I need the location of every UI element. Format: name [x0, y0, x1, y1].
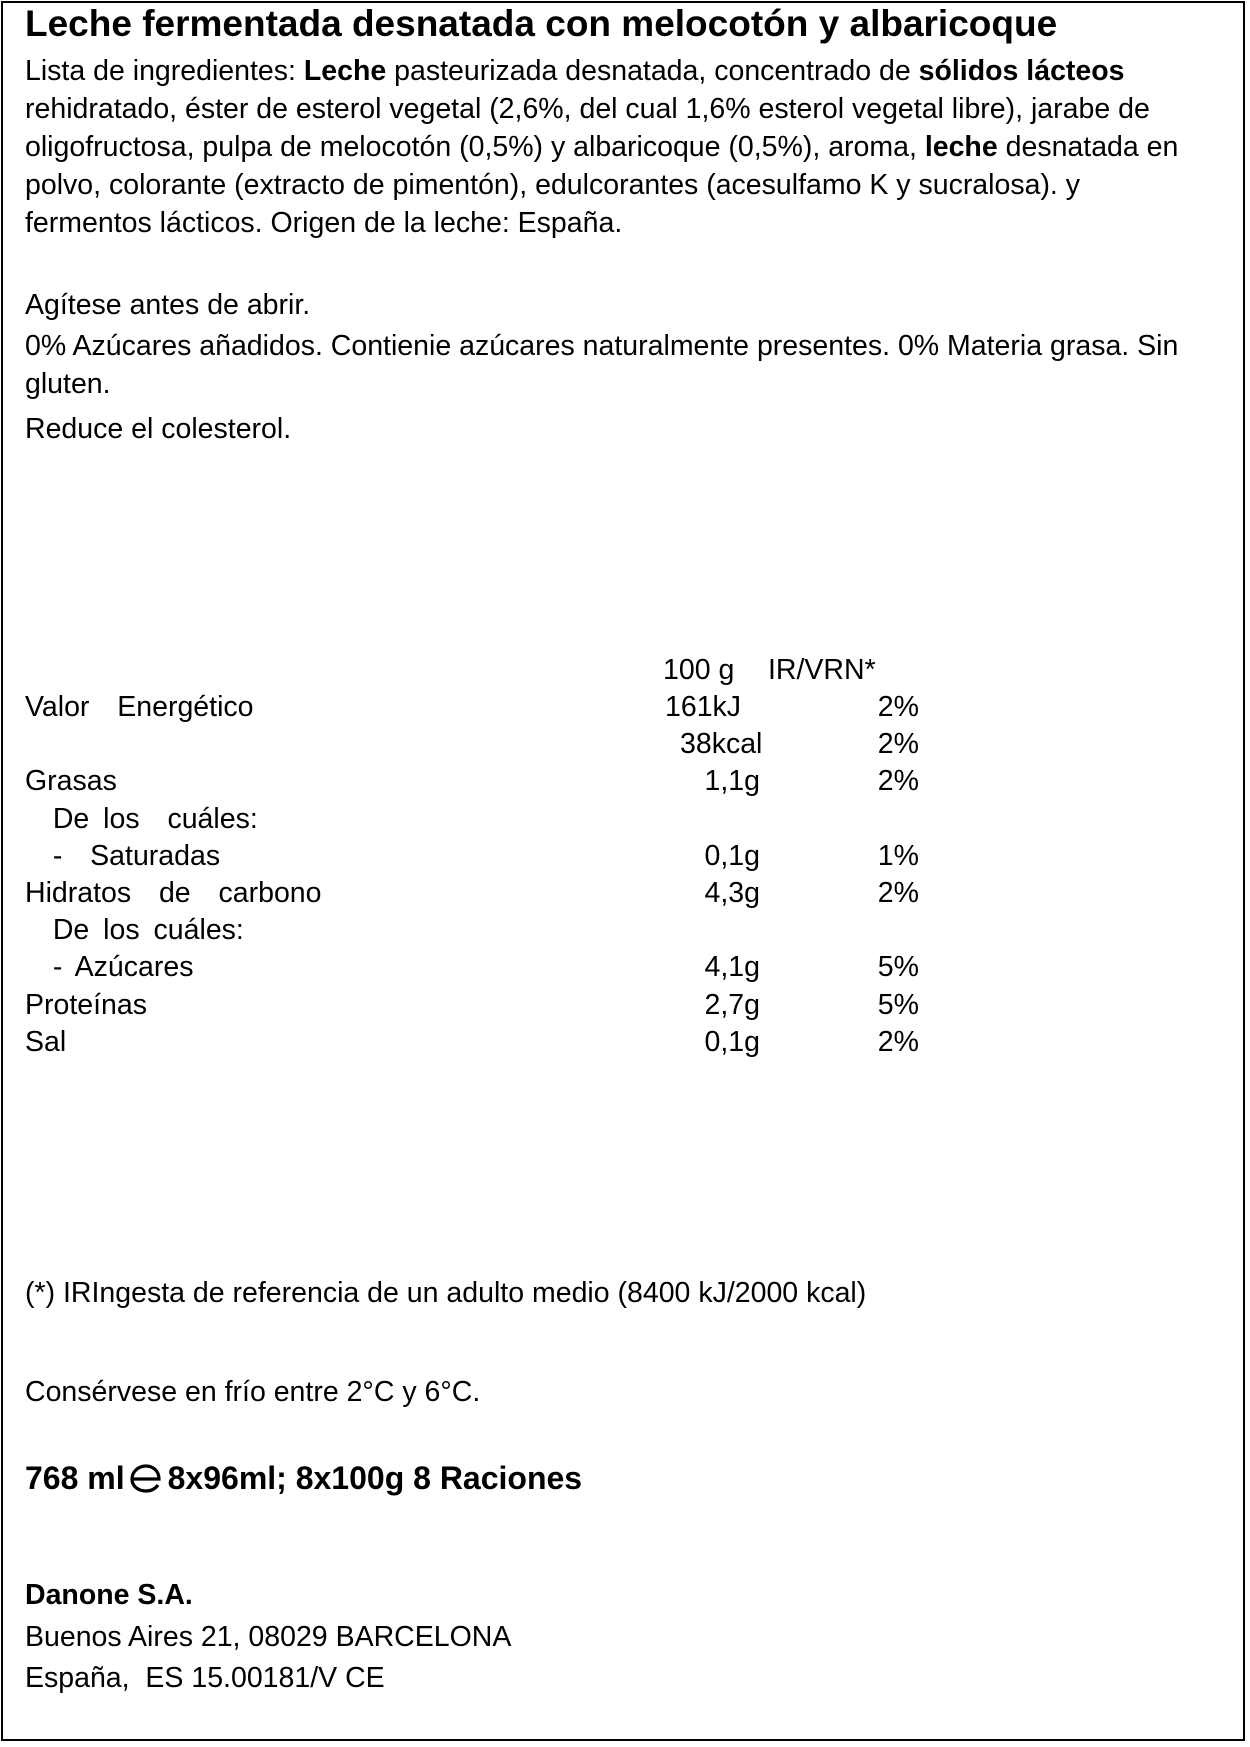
sugar-note: 0% Azúcares añadidos. Contienie azúcares naturalmente presentes. 0% Materia grasa. Sin gluten.: [25, 330, 1179, 400]
package-details: 8x96ml; 8x100g 8 Raciones: [167, 1460, 583, 1496]
allergen-milk: Leche: [303, 55, 387, 87]
nutrient-label: - Azúcares: [25, 951, 194, 984]
ingredients-text: desnatada en polvo, colorante (extracto de pimentón), edulcorantes (acesulfamo K y sucralosa). y fermentos lácticos. Origen de la leche: España.: [25, 131, 1179, 239]
nutrient-label: Sal: [25, 1025, 67, 1058]
nutrition-row: [25, 838, 925, 875]
nutrient-ir-percent: 2%: [877, 691, 919, 723]
nutrient-amount: 4,1g: [704, 951, 760, 984]
col-ir-header: IR/VRN*: [768, 654, 876, 686]
nutrient-ir-percent: 5%: [877, 951, 919, 984]
net-volume: 768 ml: [25, 1460, 125, 1496]
company-registration: España, ES 15.00181/V CE: [25, 1662, 385, 1694]
nutrient-amount: 161kJ: [665, 691, 742, 723]
storage-instruction: Consérvese en frío entre 2°C y 6°C.: [25, 1376, 481, 1408]
company-name: Danone S.A.: [25, 1579, 193, 1611]
nutrient-amount: 38kcal: [680, 728, 763, 761]
nutrition-row: [25, 875, 925, 912]
nutrition-row: [25, 801, 925, 838]
product-title: Leche fermentada desnatada con melocotón y albaricoque: [25, 3, 1058, 44]
nutrient-label: - Saturadas: [25, 839, 221, 872]
nutrition-row: [25, 763, 925, 800]
nutrition-header: [25, 652, 925, 689]
package-info: [25, 1458, 582, 1498]
company-address: Buenos Aires 21, 08029 BARCELONA: [25, 1621, 512, 1653]
nutrient-label: De los cuáles:: [25, 914, 244, 947]
ingredients-list: [25, 52, 1195, 242]
nutrition-row: [25, 726, 925, 763]
ingredients-text: pasteurizada desnatada, concentrado de: [386, 55, 919, 87]
nutrition-row: [25, 1024, 925, 1061]
nutrient-ir-percent: 1%: [877, 839, 919, 872]
ingredients-text: Lista de ingredientes:: [25, 55, 304, 87]
allergen-milk: leche: [924, 131, 998, 163]
nutrient-amount: 1,1g: [704, 765, 760, 798]
nutrient-label: Hidratos de carbono: [25, 877, 322, 909]
nutrition-row: [25, 689, 925, 726]
nutrient-ir-percent: 2%: [877, 1025, 919, 1058]
nutrient-amount: 2,7g: [704, 988, 760, 1021]
nutrition-row: [25, 949, 925, 986]
nutrient-label: De los cuáles:: [25, 802, 258, 835]
nutrient-ir-percent: 5%: [877, 988, 919, 1021]
health-claim: Reduce el colesterol.: [25, 413, 292, 445]
nutrient-label: Proteínas: [25, 988, 147, 1021]
nutrition-row: [25, 987, 925, 1024]
nutrient-ir-percent: 2%: [877, 765, 919, 798]
nutrient-label: Grasas: [25, 765, 117, 798]
footnote: (*) IRIngesta de referencia de un adulto medio (8400 kJ/2000 kcal): [25, 1277, 867, 1309]
nutrient-ir-percent: 2%: [877, 728, 919, 761]
nutrient-label: Valor Energético: [25, 691, 254, 723]
nutrition-row: [25, 912, 925, 949]
nutrient-amount: 0,1g: [704, 839, 760, 872]
e-mark-icon: [129, 1463, 163, 1493]
allergen-milk-solids: sólidos lácteos: [918, 55, 1125, 87]
nutrient-amount: 4,3g: [704, 877, 760, 909]
nutrient-ir-percent: 2%: [877, 877, 919, 909]
shake-instruction: Agítese antes de abrir.: [25, 289, 311, 321]
nutrient-amount: 0,1g: [704, 1025, 760, 1058]
col-amount-header: 100 g: [663, 654, 735, 686]
ingredients-text: rehidratado, éster de esterol vegetal (2,6%, del cual 1,6% esterol vegetal libre), jarabe de oligofructosa, pulpa de melocotón (0,5%) y albaricoque (0,5%), aroma,: [25, 93, 1150, 163]
